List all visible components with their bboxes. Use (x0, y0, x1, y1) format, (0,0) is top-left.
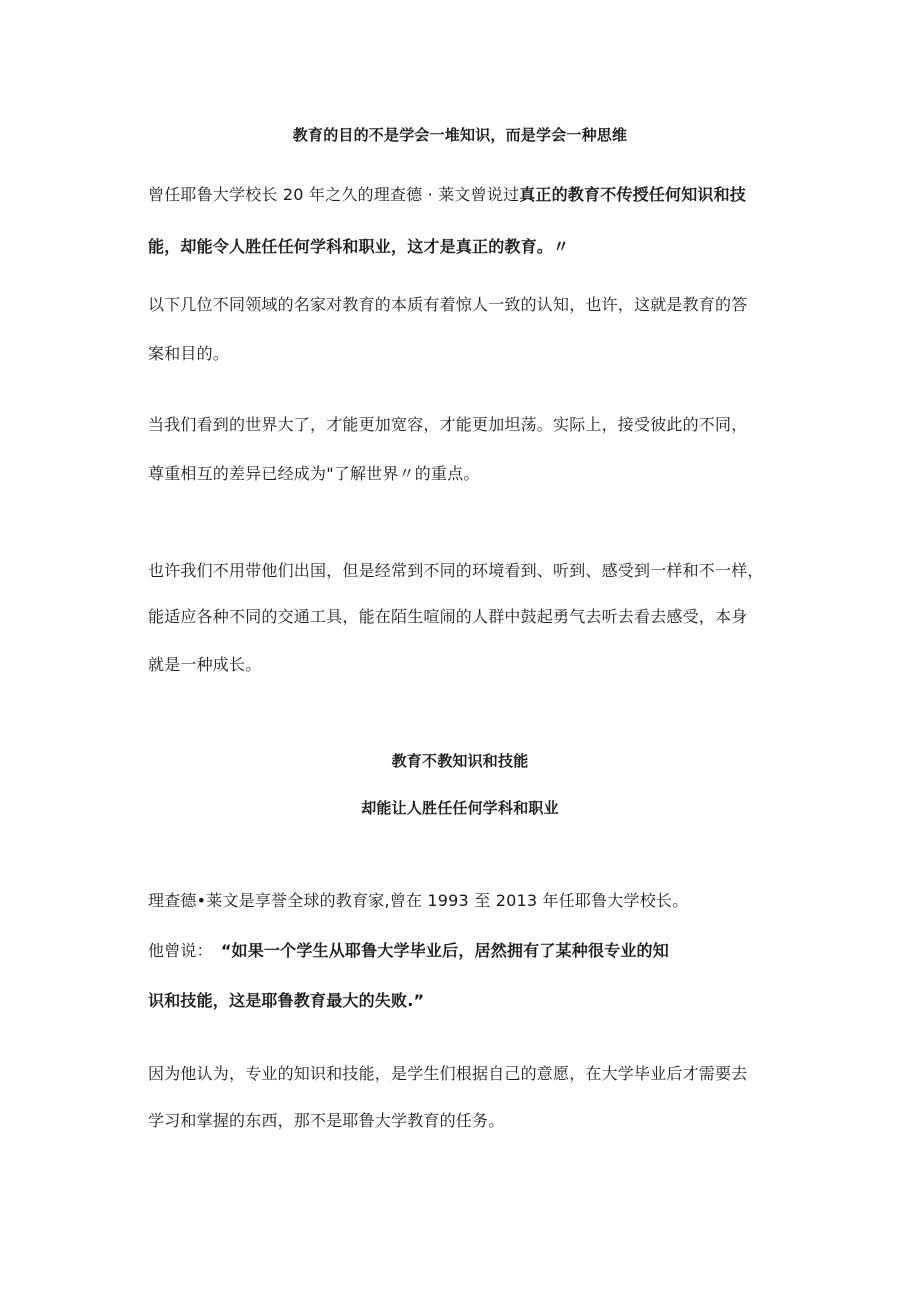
section-heading-2: 却能让人胜任任何学科和职业 (361, 799, 559, 817)
section-heading-1: 教育不教知识和技能 (391, 752, 529, 770)
para5-line-1: 因为他认为，专业的知识和技能，是学生们根据自己的意愿，在大学毕业后才需要去 (148, 1064, 748, 1083)
quote-intro-text: 他曾说： (148, 941, 213, 960)
quote-bold-text: “如果一个学生从耶鲁大学毕业后，居然拥有了某种很专业的知 (220, 941, 669, 960)
intro-plain-text: 曾任耶鲁大学校长 20 年之久的理查德 · 莱文曾说过 (148, 185, 520, 204)
intro-line-2: 能，却能令人胜任任何学科和职业，这才是真正的教育。〃 (148, 237, 570, 256)
intro-line-1 (148, 184, 746, 206)
para1-line-2: 案和目的。 (148, 344, 230, 363)
para4-line-3: 识和技能，这是耶鲁教育最大的失败.” (148, 991, 425, 1010)
para2-line-2: 尊重相互的差异已经成为"了解世界〃的重点。 (148, 464, 480, 483)
para5-line-2: 学习和掌握的东西，那不是耶鲁大学教育的任务。 (148, 1111, 505, 1130)
intro-bold-quote: 真正的教育不传授任何知识和技 (519, 185, 747, 204)
para3-line-1: 也许我们不用带他们出国，但是经常到不同的环境看到、听到、感受到一样和不一样， (148, 561, 764, 580)
para2-line-1: 当我们看到的世界大了，才能更加宽容，才能更加坦荡。实际上，接受彼此的不同， (148, 415, 748, 434)
para4-line-2 (148, 940, 669, 962)
para4-line-1: 理查德•莱文是享誉全球的教育家,曾在 1993 至 2013 年任耶鲁大学校长。 (148, 891, 689, 910)
para3-line-3: 就是一种成长。 (148, 655, 262, 674)
page-title: 教育的目的不是学会一堆知识，而是学会一种思维 (292, 126, 628, 144)
para3-line-2: 能适应各种不同的交通工具，能在陌生喧闹的人群中鼓起勇气去听去看去感受，本身 (148, 607, 748, 626)
para1-line-1: 以下几位不同领域的名家对教育的本质有着惊人一致的认知，也许，这就是教育的答 (148, 295, 748, 314)
